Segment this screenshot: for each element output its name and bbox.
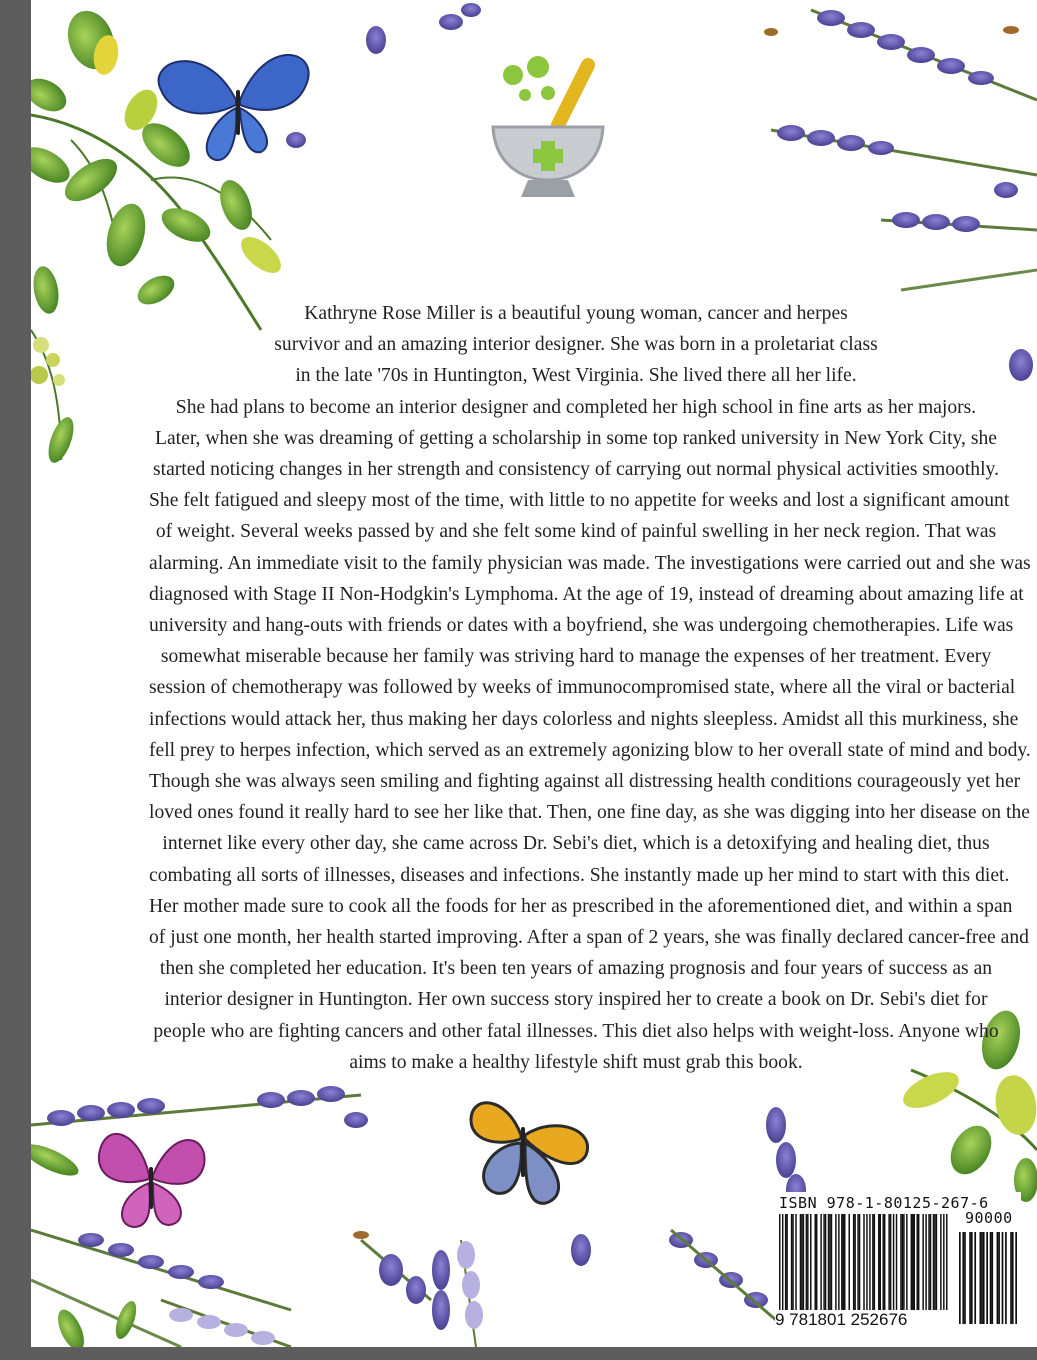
lavender-bottom-left bbox=[31, 1086, 450, 1347]
isbn-barcode bbox=[775, 1192, 1021, 1332]
blurb-line: in the late '70s in Huntington, West Virginia. She lived there all her life. bbox=[295, 365, 857, 387]
blurb-line: fell prey to herpes infection, which served as an extremely agonizing blow to her overall state of mind and body. bbox=[149, 739, 1031, 761]
blurb-line: infections would attack her, thus making her days colorless and nights sleepless. Amidst all this murkiness, she bbox=[149, 708, 1019, 730]
herb-cluster-left bbox=[31, 264, 79, 466]
barcode-addon-digits: 90000 bbox=[965, 1209, 1013, 1227]
blurb-line: loved ones found it really hard to see her like that. Then, one fine day, as she was digging into her disease on the bbox=[149, 802, 1030, 824]
back-cover-blurb bbox=[149, 298, 1031, 1078]
blurb-line: somewhat miserable because her family was striving hard to manage the expenses of her treatment. Every bbox=[160, 646, 992, 668]
blurb-line: Though she was always seen smiling and fighting against all distressing health conditions courageously yet her bbox=[149, 771, 1021, 793]
blurb-line: Later, when she was dreaming of getting a scholarship in some top ranked university in New York City, she bbox=[155, 427, 997, 449]
blurb-line: interior designer in Huntington. Her own success story inspired her to create a book on Dr. Sebi's diet for bbox=[164, 989, 988, 1011]
butterfly-pink bbox=[99, 1134, 205, 1227]
barcode-ean-digits: 9 781801 252676 bbox=[775, 1310, 911, 1330]
blurb-line: of weight. Several weeks passed by and she felt some kind of painful swelling in her neck region. That was bbox=[155, 521, 997, 543]
blurb-line: diagnosed with Stage II Non-Hodgkin's Lymphoma. At the age of 19, instead of dreaming about amazing life at bbox=[149, 583, 1024, 605]
blurb-line: university and hang-outs with friends or dates with a boyfriend, she was undergoing chemotherapies. Life was bbox=[149, 615, 1014, 637]
blurb-line: started noticing changes in her strength and consistency of carrying out normal physical activities smoothly. bbox=[153, 459, 999, 481]
book-back-cover bbox=[31, 0, 1037, 1347]
blurb-line: alarming. An immediate visit to the family physician was made. The investigations were carried out and she was bbox=[149, 552, 1031, 574]
blurb-line: combating all sorts of illnesses, diseases and infections. She instantly made up her mind to start with this diet. bbox=[149, 864, 1010, 886]
mortar-and-pestle-icon bbox=[493, 56, 603, 197]
blurb-line: survivor and an amazing interior designer. She was born in a proletariat class bbox=[274, 334, 878, 356]
blurb-line: of just one month, her health started improving. After a span of 2 years, she was finally declared cancer-free and bbox=[149, 927, 1029, 949]
butterfly-orange bbox=[471, 1103, 588, 1204]
blurb-line: She had plans to become an interior designer and completed her high school in fine arts as her majors. bbox=[175, 396, 977, 418]
blurb-line: aims to make a healthy lifestyle shift must grab this book. bbox=[349, 1051, 803, 1073]
blurb-line: internet like every other day, she came across Dr. Sebi's diet, which is a detoxifying and healing diet, thus bbox=[162, 833, 990, 855]
blurb-line: She felt fatigued and sleepy most of the time, with little to no appetite for weeks and lost a significant amount bbox=[149, 490, 1010, 512]
blurb-line: Kathryne Rose Miller is a beautiful young woman, cancer and herpes bbox=[304, 303, 848, 324]
blurb-line: then she completed her education. It's been ten years of amazing prognosis and four years of success as an bbox=[159, 958, 993, 980]
isbn-label: ISBN 978-1-80125-267-6 bbox=[779, 1194, 989, 1212]
blurb-line: session of chemotherapy was followed by weeks of immunocompromised state, where all the viral or bacterial bbox=[149, 677, 1016, 699]
blurb-line: people who are fighting cancers and other fatal illnesses. This diet also helps with weight-loss. Anyone who bbox=[153, 1020, 999, 1042]
herb-branch-top-left bbox=[31, 4, 287, 330]
blurb-line: Her mother made sure to cook all the foods for her as prescribed in the aforementioned diet, and within a span bbox=[149, 895, 1013, 917]
